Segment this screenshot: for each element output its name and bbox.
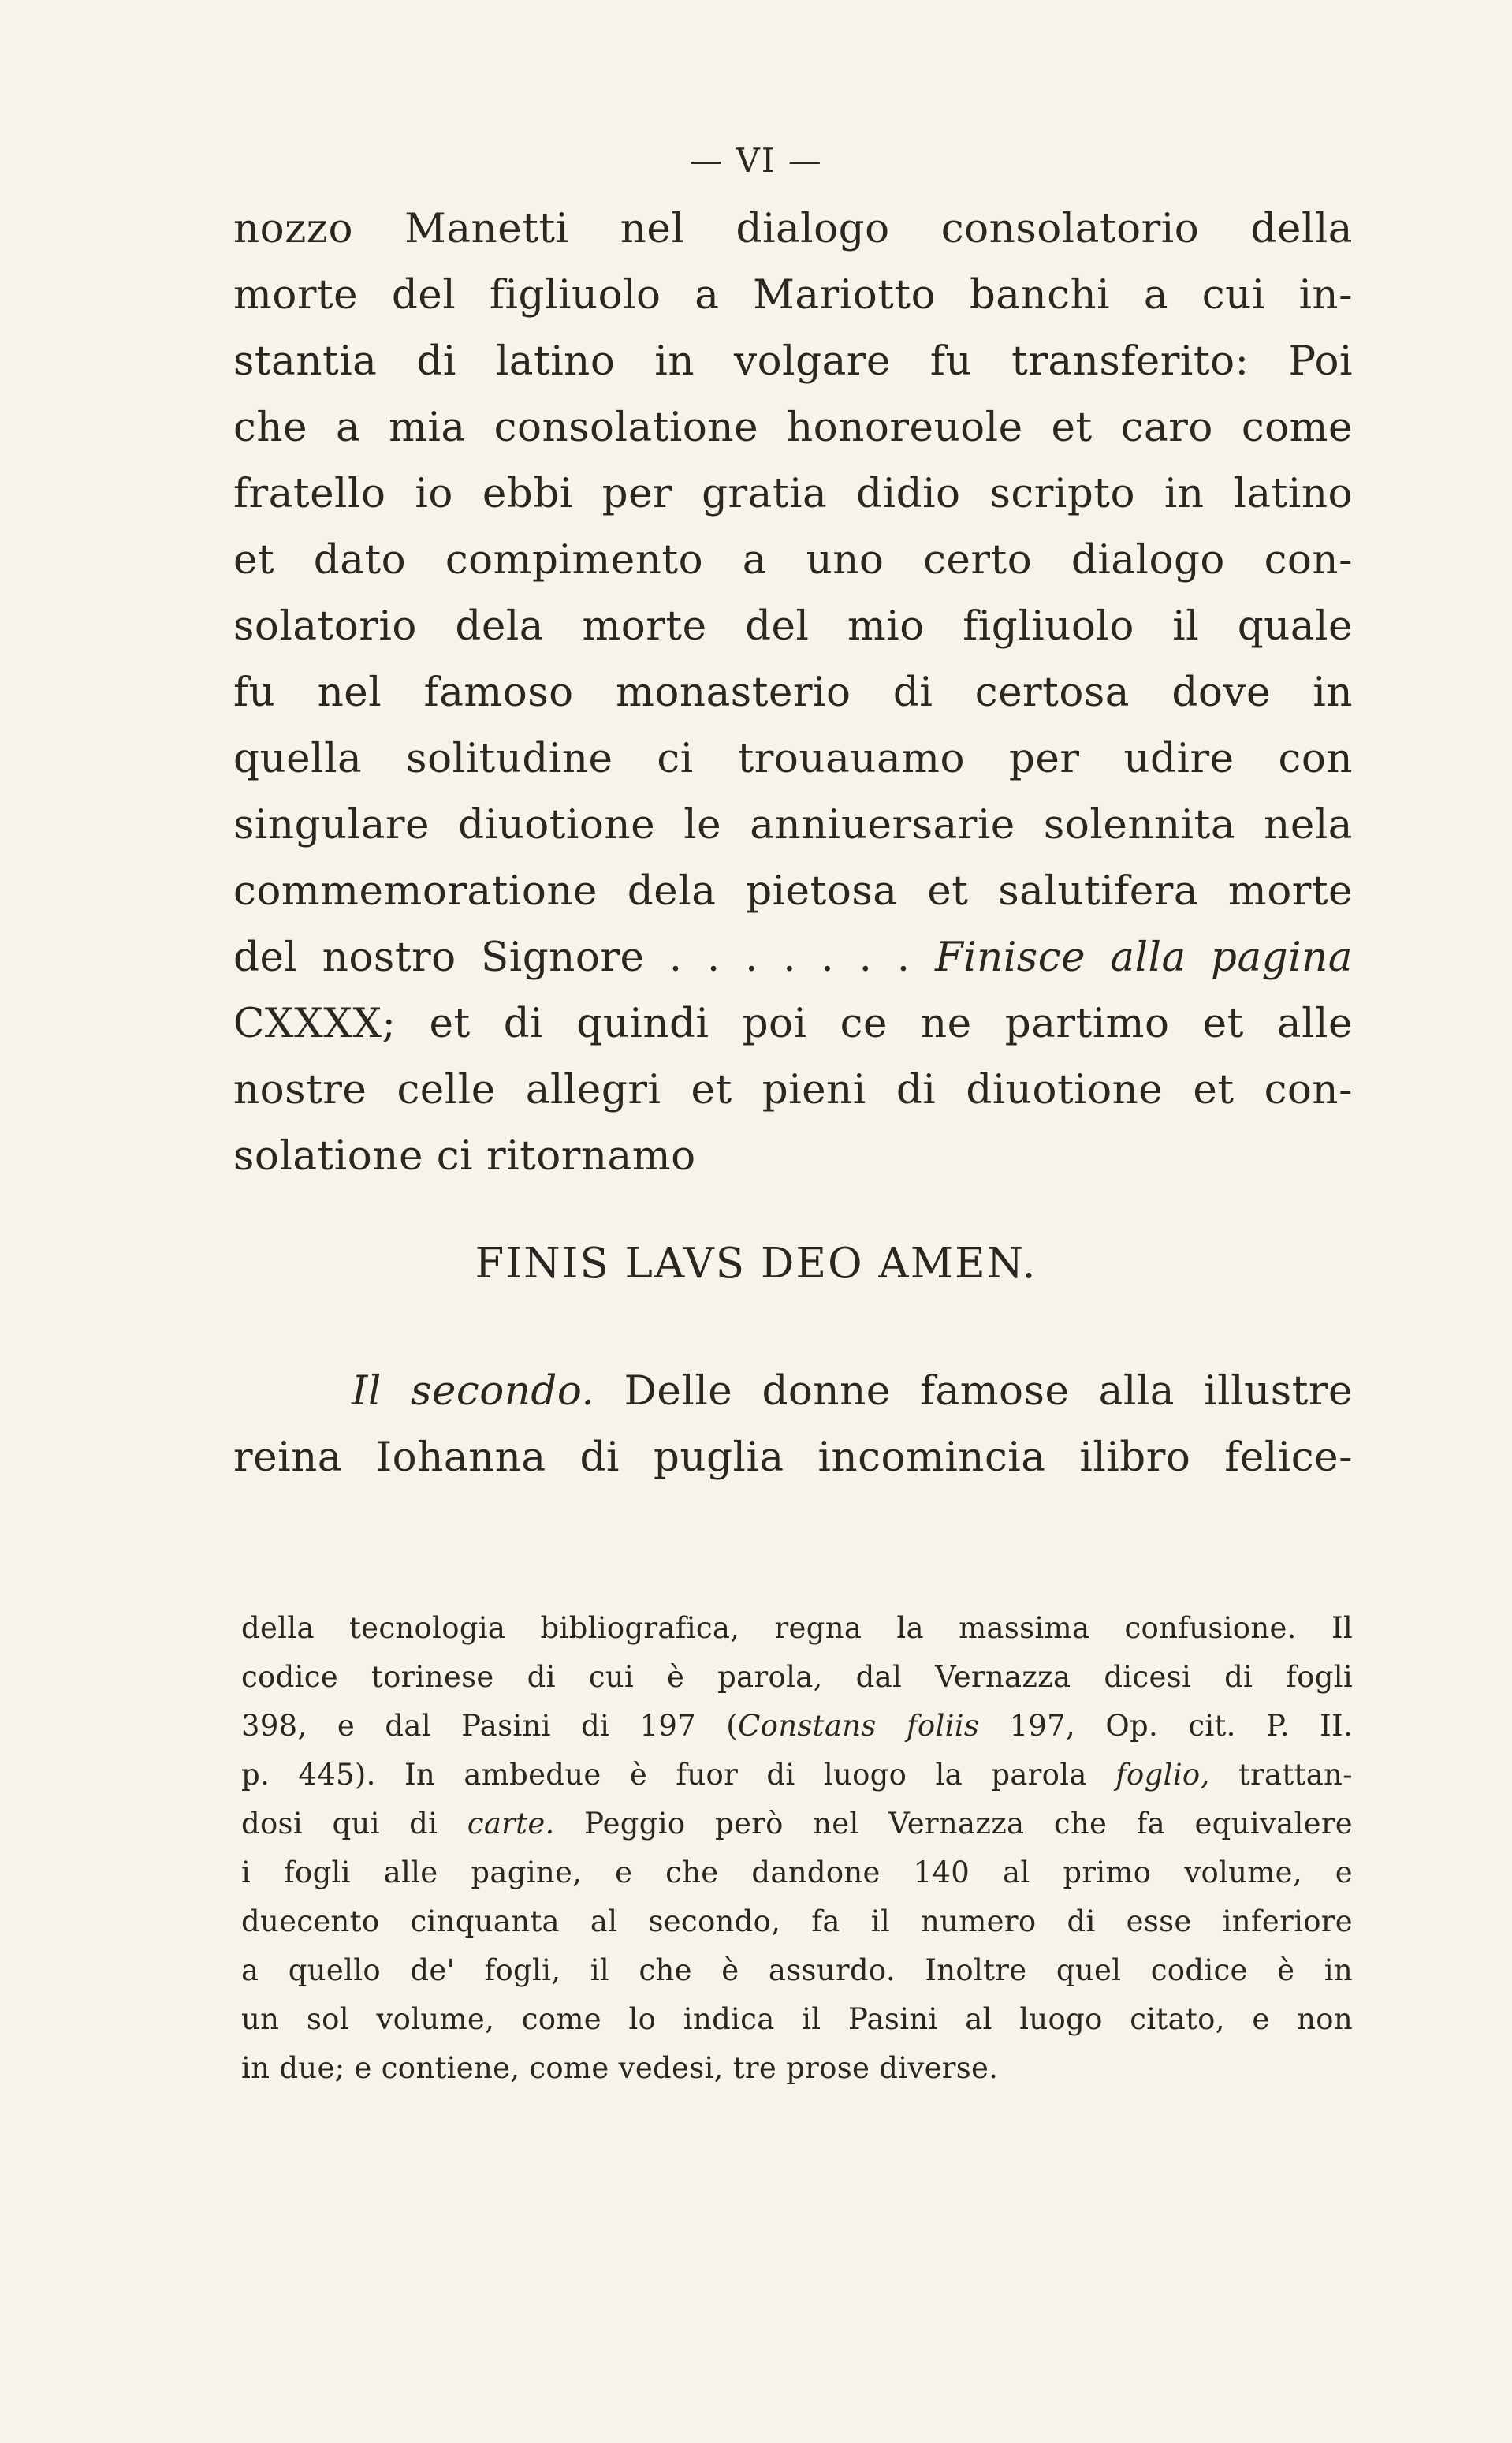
note-line-mixed <box>241 1800 1353 1848</box>
note-line: della tecnologia bibliografica, regna la massima confusione. Il <box>241 1611 1353 1645</box>
italic-segment: Il secondo. <box>352 1367 595 1415</box>
italic-segment: carte. <box>467 1807 555 1841</box>
page-number: — VI — <box>689 141 823 180</box>
text-line-mixed <box>352 1358 1353 1424</box>
text-line: commemoratione dela pietosa et salutifera morte <box>233 867 1353 915</box>
note-line: codice torinese di cui è parola, dal Vernazza dicesi di fogli <box>241 1660 1353 1694</box>
text-line: solatorio dela morte del mio figliuolo il quale <box>233 602 1353 650</box>
text-line-mixed <box>233 924 1353 990</box>
text-line: fratello io ebbi per gratia didio scripto in latino <box>233 470 1353 517</box>
text-segment: Peggio però nel Vernazza che fa equivalere <box>584 1807 1354 1841</box>
text-line: stantia di latino in volgare fu transferito: Poi <box>233 338 1353 385</box>
text-line: quella solitudine ci trouauamo per udire con <box>233 735 1353 782</box>
text-line: et dato compimento a uno certo dialogo con- <box>233 536 1353 584</box>
text-line: singulare diuotione le anniuersarie solennita nela <box>233 801 1353 849</box>
note-line-last: in due; e contiene, come vedesi, tre prose diverse. <box>241 2051 999 2085</box>
text-segment: dosi qui di <box>241 1807 438 1841</box>
text-line: fu nel famoso monasterio di certosa dove in <box>233 669 1353 716</box>
text-line: nozzo Manetti nel dialogo consolatorio della <box>233 205 1353 252</box>
italic-segment: Constans foliis <box>738 1709 980 1743</box>
text-segment: del nostro Signore . . . . . . . <box>233 934 911 981</box>
text-segment: Delle donne famose alla illustre <box>624 1367 1353 1415</box>
note-line-mixed <box>241 1702 1353 1751</box>
text-line: morte del figliuolo a Mariotto banchi a cui in- <box>233 271 1353 319</box>
note-line: duecento cinquanta al secondo, fa il numero di esse inferiore <box>241 1904 1353 1938</box>
text-segment: 398, e dal Pasini di 197 ( <box>241 1709 739 1743</box>
text-line: CXXXX; et di quindi poi ce ne partimo et alle <box>233 1000 1353 1047</box>
finis-heading: FINIS LAVS DEO AMEN. <box>475 1240 1037 1288</box>
note-line: i fogli alle pagine, e che dandone 140 al primo volume, e <box>241 1856 1353 1889</box>
text-segment: p. 445). In ambedue è fuor di luogo la parola <box>241 1758 1087 1792</box>
note-line: a quello de' fogli, il che è assurdo. Inoltre quel codice è in <box>241 1953 1353 1987</box>
italic-segment: foglio, <box>1115 1758 1210 1792</box>
text-line: che a mia consolatione honoreuole et caro come <box>233 404 1353 451</box>
italic-segment: Finisce alla pagina <box>934 934 1353 981</box>
text-line: nostre celle allegri et pieni di diuotione et con- <box>233 1066 1353 1113</box>
note-line-mixed <box>241 1751 1353 1800</box>
text-line: reina Iohanna di puglia incomincia ilibro felice- <box>233 1434 1353 1481</box>
text-line-last: solatione ci ritornamo <box>233 1132 696 1180</box>
text-segment: 197, Op. cit. P. II. <box>1009 1709 1354 1743</box>
text-segment: trattan- <box>1238 1758 1353 1792</box>
note-line: un sol volume, come lo indica il Pasini al luogo citato, e non <box>241 2002 1353 2036</box>
